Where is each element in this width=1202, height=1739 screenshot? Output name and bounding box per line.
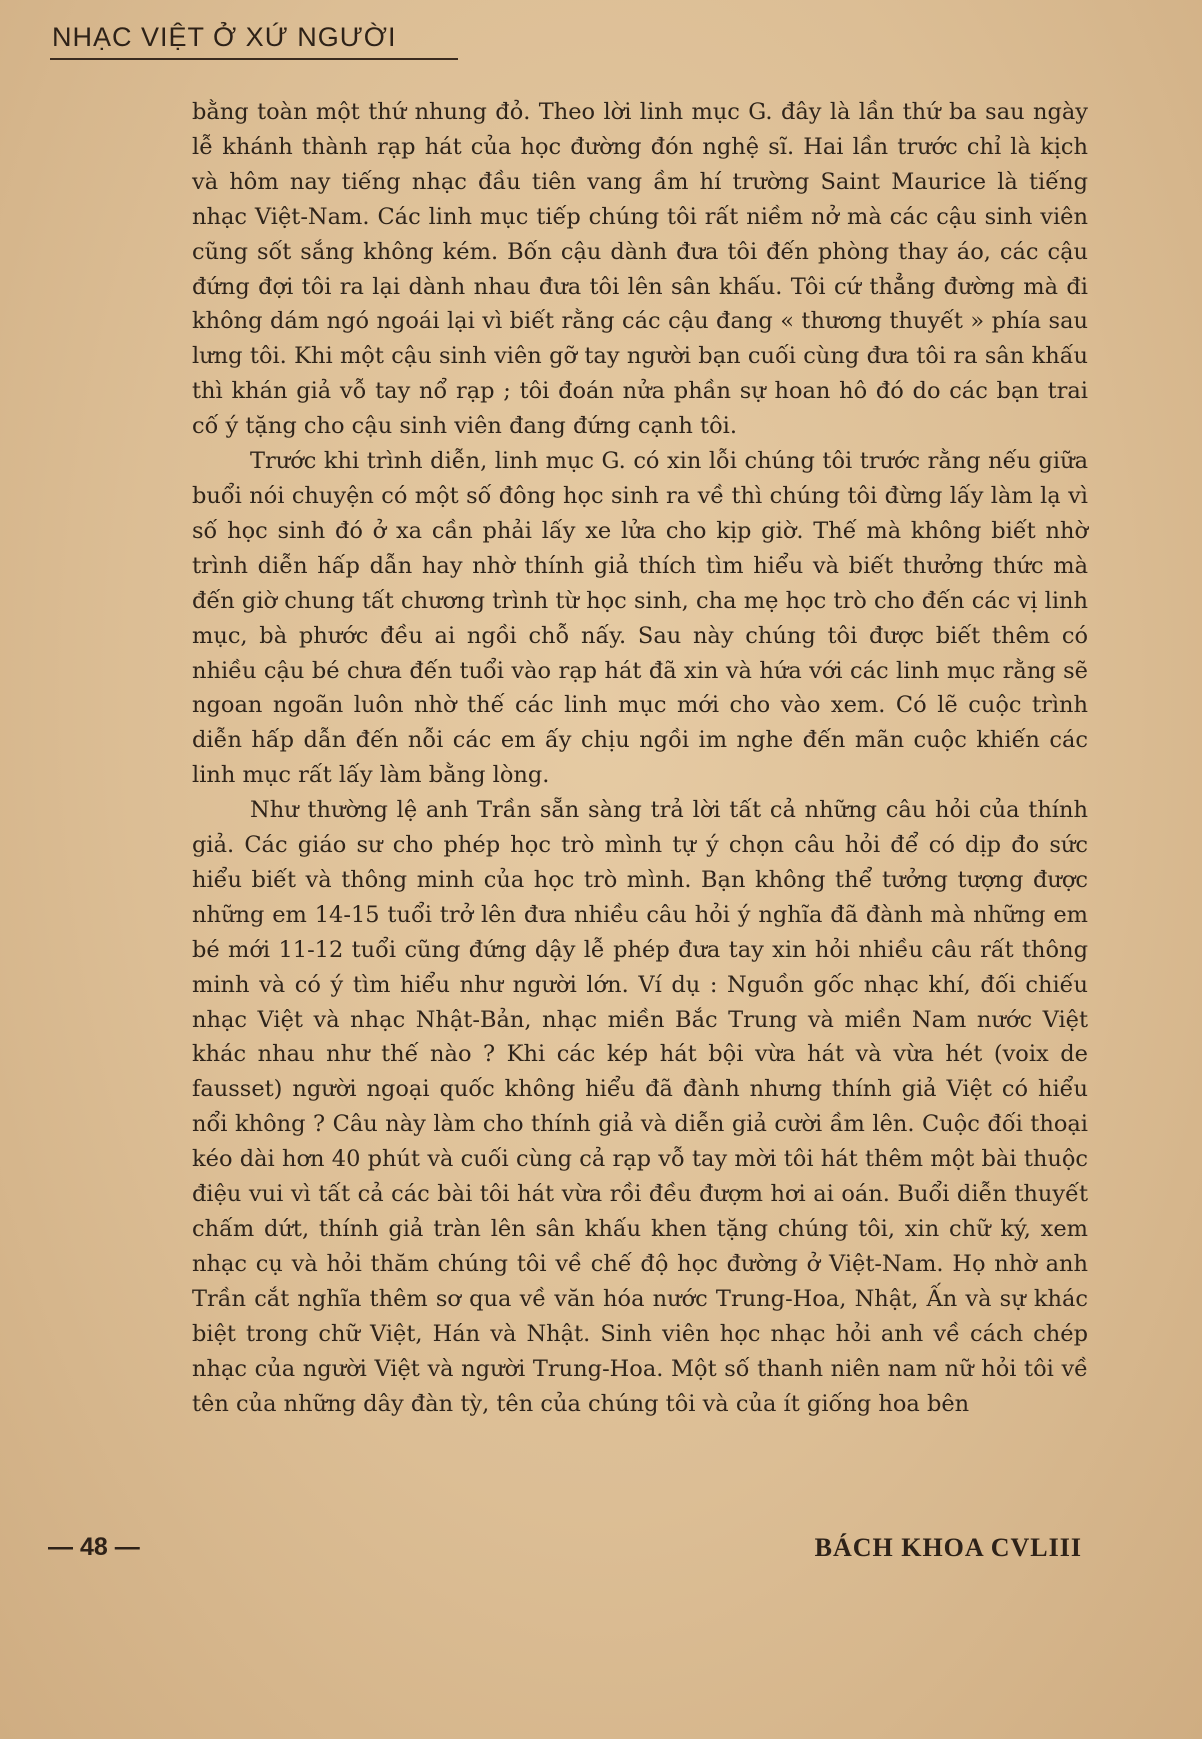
header-rule: [50, 58, 458, 60]
running-header-title: NHẠC VIỆT Ở XỨ NGƯỜI: [52, 22, 397, 52]
page-number: — 48 —: [48, 1533, 140, 1561]
article-body: [192, 95, 1088, 1421]
paragraph-3: Như thường lệ anh Trần sẵn sàng trả lời tất cả những câu hỏi của thính giả. Các giáo sư cho phép học trò mình tự ý chọn câu hỏi để có dịp đo sức hiểu biết và thông minh của học trò mình. Bạn không thể tưởng tượng được những em 14-15 tuổi trở lên đưa nhiều câu hỏi ý nghĩa đã đành mà những em bé mới 11-12 tuổi cũng đứng dậy lễ phép đưa tay xin hỏi nhiều câu rất thông minh và có ý tìm hiểu như người lớn. Ví dụ : Nguồn gốc nhạc khí, đối chiếu nhạc Việt và nhạc Nhật-Bản, nhạc miền Bắc Trung và miền Nam nước Việt khác nhau như thế nào ? Khi các kép hát bội vừa hát và vừa hét (voix de fausset) người ngoại quốc không hiểu đã đành nhưng thính giả Việt có hiểu nổi không ? Câu này làm cho thính giả và diễn giả cười ầm lên. Cuộc đối thoại kéo dài hơn 40 phút và cuối cùng cả rạp vỗ tay mời tôi hát thêm một bài thuộc điệu vui vì tất cả các bài tôi hát vừa rồi đều đượm hơi ai oán. Buổi diễn thuyết chấm dứt, thính giả tràn lên sân khấu khen tặng chúng tôi, xin chữ ký, xem nhạc cụ và hỏi thăm chúng tôi về chế độ học đường ở Việt-Nam. Họ nhờ anh Trần cắt nghĩa thêm sơ qua về văn hóa nước Trung-Hoa, Nhật, Ấn và sự khác biệt trong chữ Việt, Hán và Nhật. Sinh viên học nhạc hỏi anh về cách chép nhạc của người Việt và người Trung-Hoa. Một số thanh niên nam nữ hỏi tôi về tên của những dây đàn tỳ, tên của chúng tôi và của ít giống hoa bên: [192, 797, 1088, 1417]
journal-issue: BÁCH KHOA CVLIII: [814, 1533, 1082, 1562]
paragraph-1: bằng toàn một thứ nhung đỏ. Theo lời linh mục G. đây là lần thứ ba sau ngày lễ khánh thành rạp hát của học đường đón nghệ sĩ. Hai lần trước chỉ là kịch và hôm nay tiếng nhạc đầu tiên vang ầm hí trường Saint Maurice là tiếng nhạc Việt-Nam. Các linh mục tiếp chúng tôi rất niềm nở mà các cậu sinh viên cũng sốt sắng không kém. Bốn cậu dành đưa tôi đến phòng thay áo, các cậu đứng đợi tôi ra lại dành nhau đưa tôi lên sân khấu. Tôi cứ thẳng đường mà đi không dám ngó ngoái lại vì biết rằng các cậu đang « thương thuyết » phía sau lưng tôi. Khi một cậu sinh viên gỡ tay người bạn cuối cùng đưa tôi ra sân khấu thì khán giả vỗ tay nổ rạp ; tôi đoán nửa phần sự hoan hô đó do các bạn trai cố ý tặng cho cậu sinh viên đang đứng cạnh tôi.: [192, 99, 1088, 440]
paragraph-2: Trước khi trình diễn, linh mục G. có xin lỗi chúng tôi trước rằng nếu giữa buổi nói chuyện có một số đông học sinh ra về thì chúng tôi đừng lấy làm lạ vì số học sinh đó ở xa cần phải lấy xe lửa cho kịp giờ. Thế mà không biết nhờ trình diễn hấp dẫn hay nhờ thính giả thích tìm hiểu và biết thưởng thức mà đến giờ chung tất chương trình từ học sinh, cha mẹ học trò cho đến các vị linh mục, bà phước đều ai ngồi chỗ nấy. Sau này chúng tôi được biết thêm có nhiều cậu bé chưa đến tuổi vào rạp hát đã xin và hứa với các linh mục rằng sẽ ngoan ngoãn luôn nhờ thế các linh mục mới cho vào xem. Có lẽ cuộc trình diễn hấp dẫn đến nỗi các em ấy chịu ngồi im nghe đến mãn cuộc khiến các linh mục rất lấy làm bằng lòng.: [192, 448, 1088, 789]
